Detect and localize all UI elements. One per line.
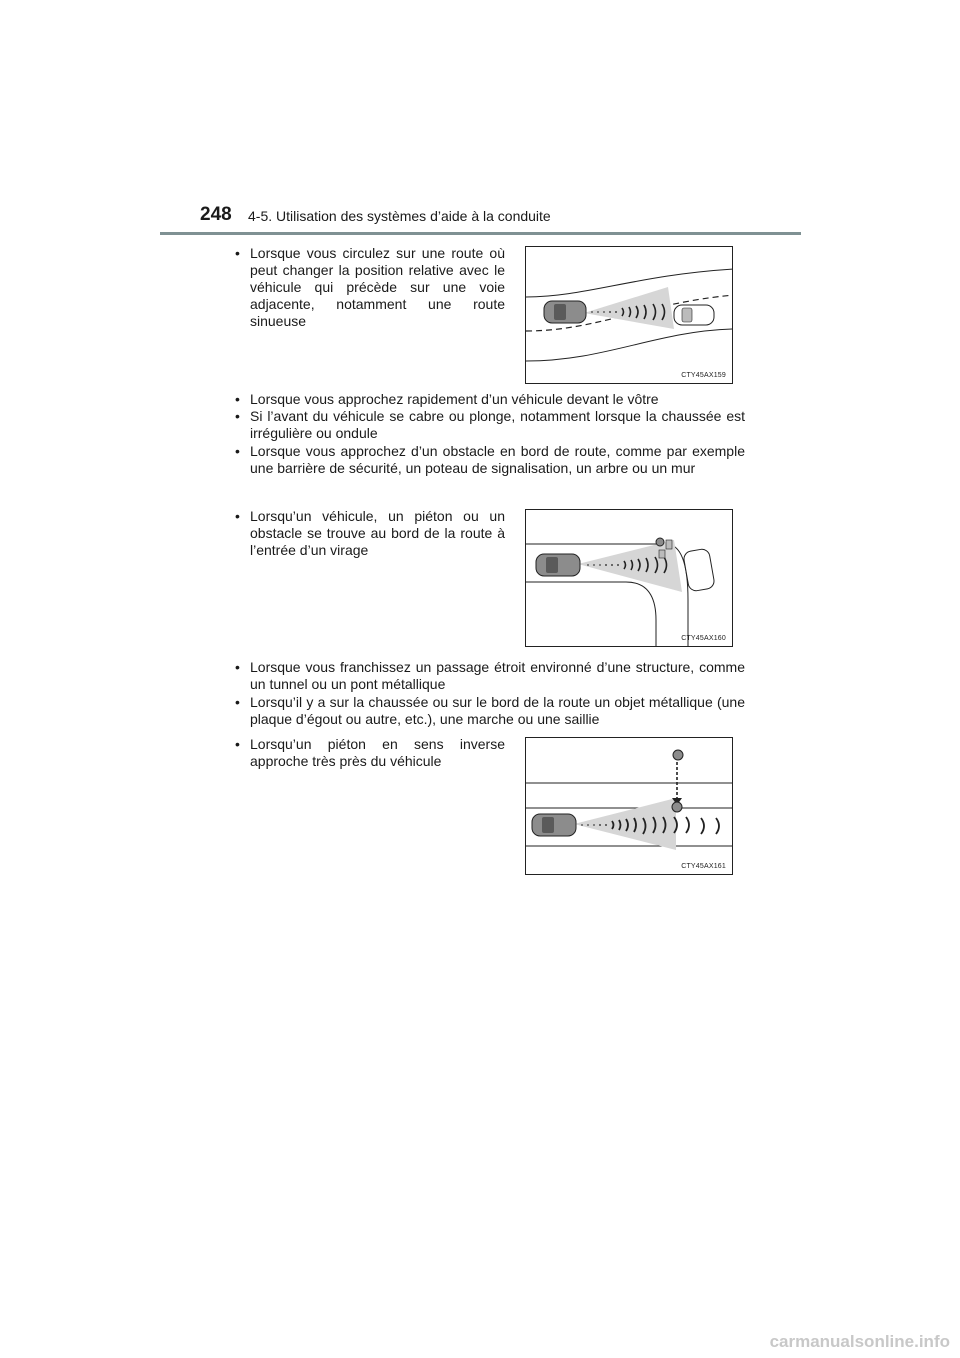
bullet-item: • Lorsque vous circulez sur une route où peut changer la position relative avec le véhicule qui précède sur une voie adjacente, notamment une route sinueuse <box>231 245 505 330</box>
curved-road-radar-illustration-icon <box>526 247 733 384</box>
figure-curved-road <box>525 246 733 384</box>
bullet-item: • Lorsqu’un véhicule, un piéton ou un obstacle se trouve au bord de la route à l’entrée d’un virage <box>231 508 505 559</box>
bullet-item: • Si l’avant du véhicule se cabre ou plonge, notamment lorsque la chaussée est irrégulière ou ondule <box>231 408 745 442</box>
bullet-item: • Lorsque vous franchissez un passage étroit environné d’une structure, comme un tunnel ou un pont métallique <box>231 659 745 693</box>
oncoming-pedestrian-radar-illustration-icon <box>526 738 733 875</box>
bullet-item: • Lorsque vous approchez rapidement d’un véhicule devant le vôtre <box>231 391 745 408</box>
figure-oncoming-pedestrian <box>525 737 733 875</box>
watermark: carmanualsonline.info <box>769 1332 950 1351</box>
bullet-item: • Lorsque vous approchez d’un obstacle en bord de route, comme par exemple une barrière de sécurité, un poteau de signalisation, un arbre ou un mur <box>231 443 745 477</box>
figure-code: CTY45AX160 <box>681 635 726 642</box>
header-rule <box>160 232 801 235</box>
section-title: 4-5. Utilisation des systèmes d’aide à la conduite <box>248 208 551 224</box>
figure-code: CTY45AX159 <box>681 372 726 379</box>
figure-corner-obstacle <box>525 509 733 647</box>
corner-obstacle-radar-illustration-icon <box>526 510 733 647</box>
page-number: 248 <box>200 204 232 225</box>
bullet-item: • Lorsqu’un piéton en sens inverse approche très près du véhicule <box>231 736 505 770</box>
bullet-item: • Lorsqu’il y a sur la chaussée ou sur le bord de la route un objet métallique (une plaque d’égout ou autre, etc.), une marche ou une saillie <box>231 694 745 728</box>
figure-code: CTY45AX161 <box>681 863 726 870</box>
